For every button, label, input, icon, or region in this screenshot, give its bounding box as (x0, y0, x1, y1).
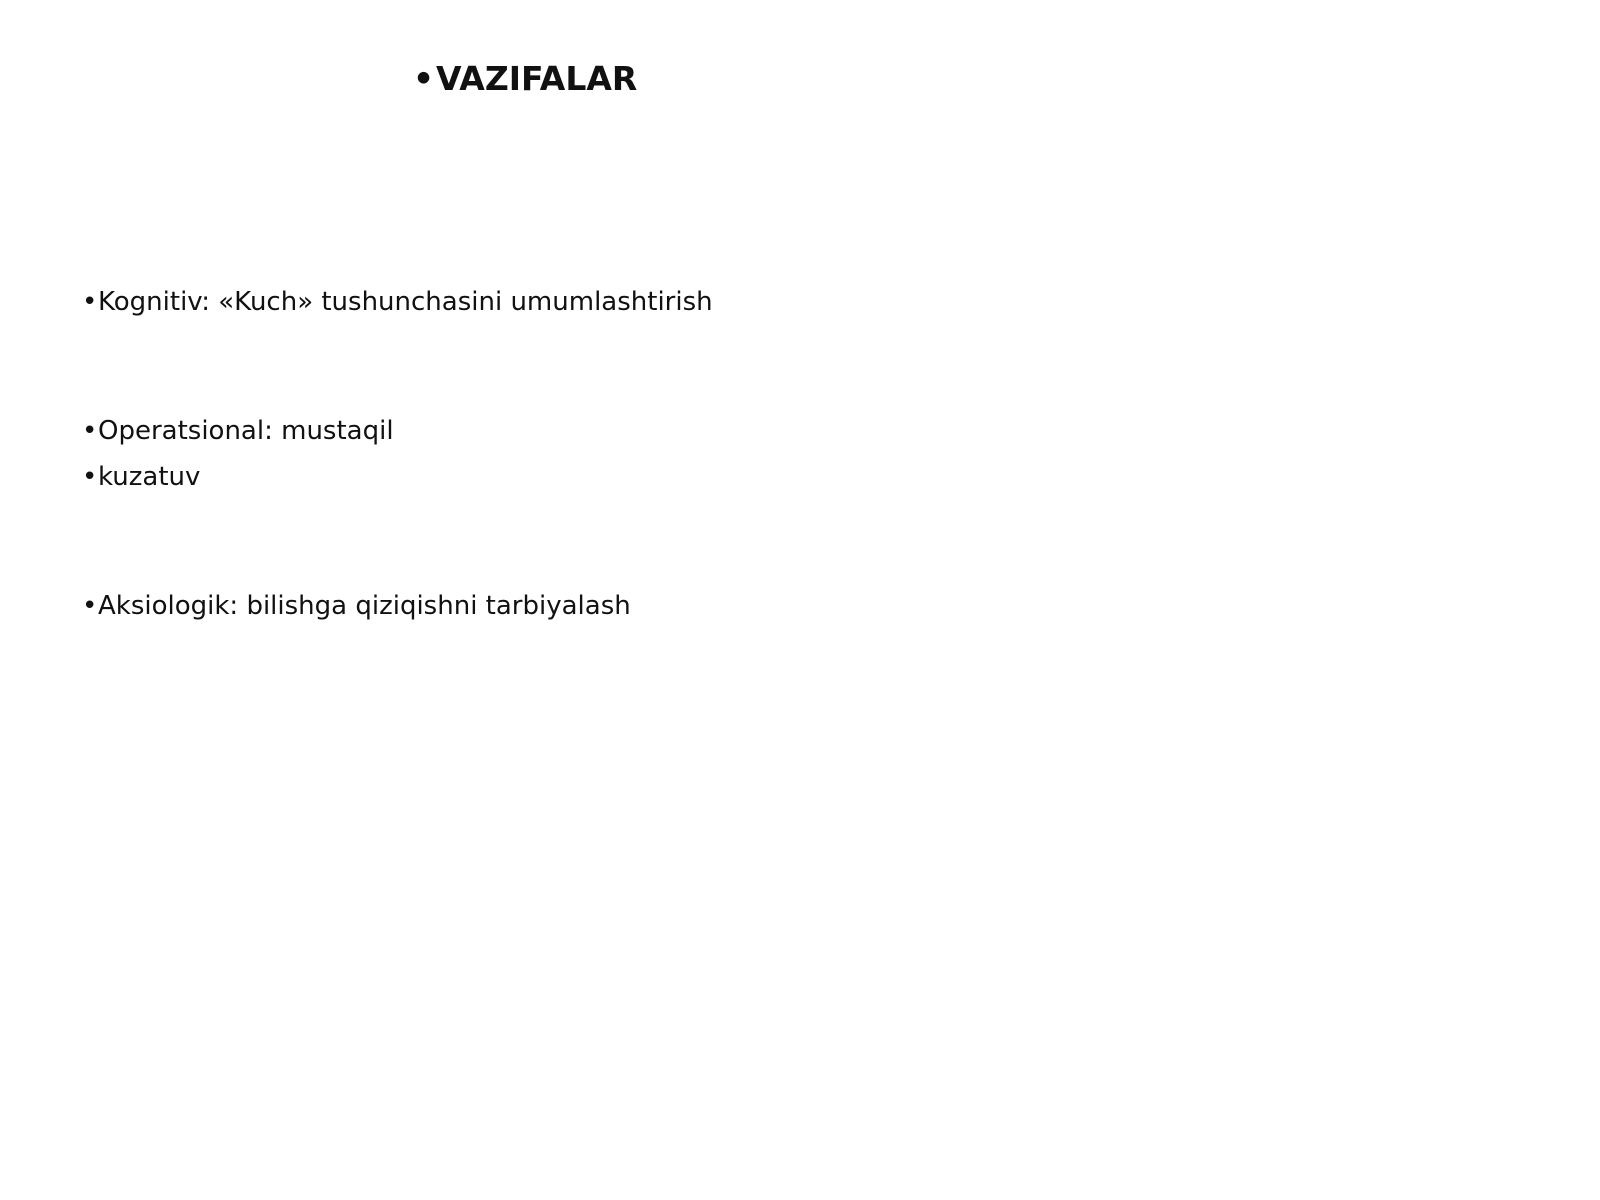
list-item-operatsional (82, 413, 394, 449)
title-text: VAZIFALAR (436, 59, 638, 98)
list-item-text: Aksiologik: bilishga qiziqishni tarbiyalash (98, 591, 631, 621)
list-item-text: Kognitiv: «Kuch» tushunchasini umumlashtirish (98, 287, 713, 317)
list-item-kuzatuv (82, 459, 200, 495)
list-item-text: Operatsional: mustaqil (98, 416, 394, 446)
bullet: • (82, 462, 98, 492)
list-item-text: kuzatuv (98, 462, 201, 492)
list-item-aksiologik (82, 588, 631, 624)
slide-title (413, 56, 637, 102)
title-bullet: • (413, 59, 435, 98)
list-item-kognitiv (82, 284, 713, 320)
bullet: • (82, 416, 98, 446)
bullet: • (82, 591, 98, 621)
bullet: • (82, 287, 98, 317)
